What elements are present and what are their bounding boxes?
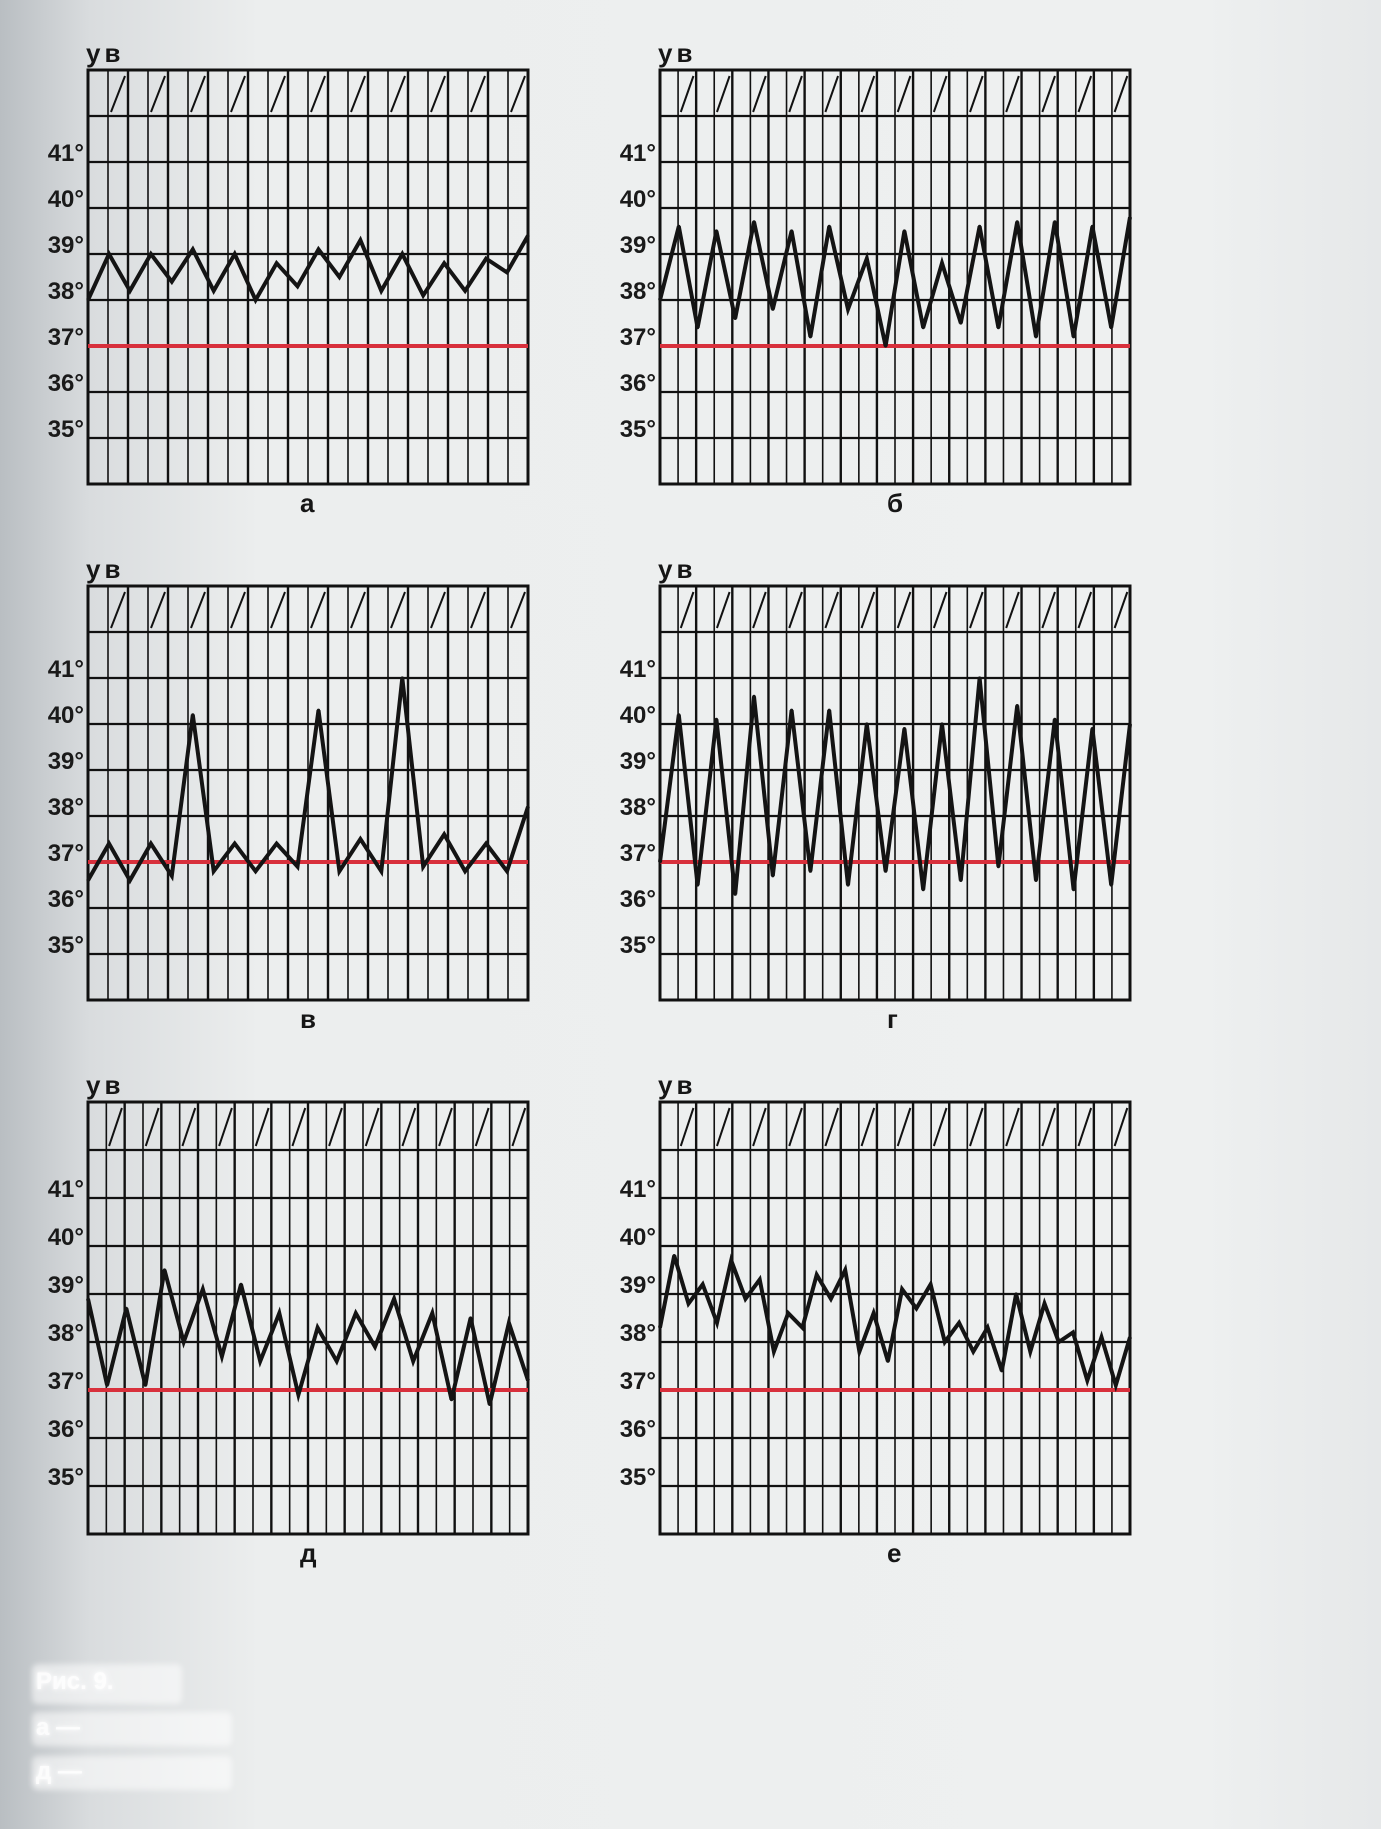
temperature-point (526, 234, 529, 237)
morning-evening-header: ув (658, 38, 697, 68)
day-slash (1078, 592, 1091, 628)
temperature-point (1034, 879, 1037, 882)
y-tick-label: 39° (619, 1272, 656, 1299)
temperature-point (296, 865, 299, 868)
day-slash (1006, 76, 1019, 112)
day-slash (1042, 1108, 1055, 1146)
day-slash (862, 1108, 875, 1146)
temperature-point (809, 335, 812, 338)
temperature-point (254, 298, 257, 301)
chart-svg-b (590, 44, 1140, 544)
temperature-point (940, 262, 943, 265)
y-tick-label: 37° (47, 1368, 84, 1395)
temperature-point (128, 879, 131, 882)
y-tick-label: 37° (47, 840, 84, 867)
morning-evening-header: ув (658, 554, 697, 584)
temperature-point (1043, 1302, 1046, 1305)
temperature-point (275, 262, 278, 265)
temperature-point (922, 888, 925, 891)
temperature-point (422, 865, 425, 868)
day-slash (825, 1108, 838, 1146)
temperature-point (884, 344, 887, 347)
temperature-point (815, 1273, 818, 1276)
temperature-point (505, 870, 508, 873)
temperature-point (212, 870, 215, 873)
temperature-point (846, 883, 849, 886)
temperature-point (431, 1312, 434, 1315)
temperature-point (507, 1321, 510, 1324)
temperature-point (1128, 216, 1131, 219)
day-slash (271, 592, 285, 628)
day-slash (191, 76, 205, 112)
figure-caption (28, 1660, 508, 1800)
temperature-point (1110, 326, 1113, 329)
day-slash (789, 592, 802, 628)
day-slash (511, 76, 525, 112)
day-slash (934, 76, 947, 112)
temperature-point (359, 837, 362, 840)
temperature-point (744, 1297, 747, 1300)
temperature-point (1029, 1350, 1032, 1353)
temperature-point (170, 280, 173, 283)
panel-label-a: а (300, 488, 315, 518)
day-slash (391, 592, 405, 628)
temperature-point (943, 1340, 946, 1343)
temperature-point (658, 298, 661, 301)
day-slash (681, 592, 694, 628)
temperature-point (978, 225, 981, 228)
y-tick-label: 40° (619, 186, 656, 213)
temperature-point (1091, 727, 1094, 730)
y-tick-label: 35° (47, 932, 84, 959)
temperature-point (412, 1360, 415, 1363)
chart-svg-g (590, 560, 1140, 1060)
temperature-point (354, 1312, 357, 1315)
temperature-point (940, 722, 943, 725)
temperature-point (959, 879, 962, 882)
morning-evening-header: ув (86, 554, 125, 584)
temperature-point (959, 321, 962, 324)
temperature-point (239, 1283, 242, 1286)
chart-svg-v (74, 560, 538, 1060)
temperature-point (844, 1268, 847, 1271)
day-slash (1078, 76, 1091, 112)
panel-b (590, 38, 1130, 564)
temperature-point (903, 727, 906, 730)
temperature-point (401, 252, 404, 255)
temperature-point (443, 833, 446, 836)
y-tick-label: 35° (619, 932, 656, 959)
temperature-point (730, 1259, 733, 1262)
day-slash (256, 1108, 269, 1146)
temperature-point (752, 220, 755, 223)
temperature-point (191, 248, 194, 251)
temperature-point (734, 893, 737, 896)
temperature-point (107, 842, 110, 845)
day-slash (898, 592, 911, 628)
day-slash (862, 76, 875, 112)
morning-evening-header: ув (86, 1070, 125, 1100)
day-slash (391, 76, 405, 112)
y-tick-label: 35° (47, 1464, 84, 1491)
day-slash (825, 592, 838, 628)
day-slash (151, 76, 165, 112)
panel-label-b: б (887, 488, 904, 518)
y-tick-label: 38° (619, 794, 656, 821)
temperature-point (233, 252, 236, 255)
y-tick-label: 35° (619, 416, 656, 443)
temperature-point (1057, 1340, 1060, 1343)
day-slash (311, 76, 325, 112)
temperature-point (1110, 883, 1113, 886)
temperature-point (86, 298, 89, 301)
temperature-point (149, 842, 152, 845)
temperature-point (128, 289, 131, 292)
panel-label-v: в (300, 1004, 316, 1034)
day-slash (431, 592, 445, 628)
chart-svg-e (590, 1076, 1140, 1594)
temperature-point (422, 294, 425, 297)
temperature-point (450, 1398, 453, 1401)
day-slash (439, 1108, 452, 1146)
y-tick-label: 41° (47, 1176, 84, 1203)
temperature-point (1086, 1379, 1089, 1382)
temperature-point (771, 874, 774, 877)
day-slash (1006, 592, 1019, 628)
temperature-point (673, 1254, 676, 1257)
morning-evening-header: ув (658, 1070, 697, 1100)
temperature-point (316, 1326, 319, 1329)
temperature-point (997, 865, 1000, 868)
temperature-point (958, 1321, 961, 1324)
temperature-point (790, 709, 793, 712)
day-slash (366, 1108, 379, 1146)
day-slash (1006, 1108, 1019, 1146)
temperature-point (696, 326, 699, 329)
temperature-point (715, 229, 718, 232)
y-tick-label: 41° (619, 656, 656, 683)
temperature-point (997, 326, 1000, 329)
panel-d (47, 1070, 534, 1616)
day-slash (351, 592, 365, 628)
y-tick-label: 40° (619, 702, 656, 729)
day-slash (111, 76, 125, 112)
temperature-point (858, 1350, 861, 1353)
day-slash (1115, 76, 1128, 112)
temperature-point (191, 713, 194, 716)
morning-evening-header: ув (86, 38, 125, 68)
temperature-point (715, 718, 718, 721)
y-tick-label: 40° (619, 1224, 656, 1251)
y-tick-label: 35° (47, 416, 84, 443)
y-tick-label: 36° (47, 370, 84, 397)
temperature-point (658, 1326, 661, 1329)
temperature-point (884, 870, 887, 873)
y-tick-label: 36° (619, 1416, 656, 1443)
temperature-point (790, 229, 793, 232)
temperature-point (201, 1288, 204, 1291)
day-slash (471, 76, 485, 112)
day-slash (219, 1108, 232, 1146)
temperature-point (758, 1278, 761, 1281)
temperature-point (275, 842, 278, 845)
y-tick-label: 39° (47, 232, 84, 259)
day-slash (231, 76, 245, 112)
temperature-point (526, 805, 529, 808)
panel-label-e: е (887, 1538, 902, 1568)
temperature-point (1072, 335, 1075, 338)
caption-line-d: д — (36, 1758, 82, 1785)
y-tick-label: 39° (619, 232, 656, 259)
temperature-point (401, 676, 404, 679)
y-tick-label: 36° (47, 1416, 84, 1443)
panel-g (590, 554, 1130, 1080)
temperature-point (1071, 1331, 1074, 1334)
temperature-point (752, 695, 755, 698)
day-slash (753, 1108, 766, 1146)
temperature-point (1072, 888, 1075, 891)
temperature-point (335, 1360, 338, 1363)
y-tick-label: 38° (619, 1320, 656, 1347)
temperature-point (1000, 1369, 1003, 1372)
y-tick-label: 38° (47, 794, 84, 821)
day-slash (191, 592, 205, 628)
temperature-point (1016, 704, 1019, 707)
temperature-point (86, 879, 89, 882)
day-slash (789, 1108, 802, 1146)
temperature-point (464, 289, 467, 292)
temperature-point (1128, 722, 1131, 725)
day-slash (231, 592, 245, 628)
temperature-point (915, 1307, 918, 1310)
y-tick-label: 37° (619, 324, 656, 351)
temperature-point (715, 1321, 718, 1324)
temperature-point (259, 1360, 262, 1363)
temperature-point (658, 860, 661, 863)
temperature-point (106, 1384, 109, 1387)
temperature-point (1034, 335, 1037, 338)
day-slash (109, 1108, 122, 1146)
temperature-point (233, 842, 236, 845)
day-slash (292, 1108, 305, 1146)
temperature-point (125, 1307, 128, 1310)
y-tick-label: 36° (619, 370, 656, 397)
temperature-point (144, 1384, 147, 1387)
day-slash (471, 592, 485, 628)
day-slash (329, 1108, 342, 1146)
temperature-point (488, 1403, 491, 1406)
temperature-point (317, 709, 320, 712)
day-slash (898, 1108, 911, 1146)
temperature-point (338, 870, 341, 873)
temperature-point (149, 252, 152, 255)
temperature-point (1016, 220, 1019, 223)
day-slash (1042, 76, 1055, 112)
day-slash (1115, 592, 1128, 628)
day-slash (862, 592, 875, 628)
temperature-point (220, 1355, 223, 1358)
temperature-point (872, 1312, 875, 1315)
day-slash (431, 76, 445, 112)
day-slash (717, 1108, 730, 1146)
temperature-point (772, 1350, 775, 1353)
caption-title: Рис. 9. (36, 1668, 114, 1695)
temperature-point (469, 1316, 472, 1319)
temperature-point (254, 870, 257, 873)
day-slash (1115, 1108, 1128, 1146)
temperature-point (212, 289, 215, 292)
temperature-point (1015, 1292, 1018, 1295)
y-tick-label: 41° (619, 1176, 656, 1203)
y-tick-label: 36° (619, 886, 656, 913)
day-slash (934, 592, 947, 628)
panel-label-g: г (887, 1004, 898, 1034)
temperature-point (485, 257, 488, 260)
temperature-point (443, 262, 446, 265)
day-slash (681, 1108, 694, 1146)
y-tick-label: 39° (619, 748, 656, 775)
temperature-point (978, 676, 981, 679)
day-slash (1042, 592, 1055, 628)
temperature-point (485, 842, 488, 845)
temperature-point (380, 289, 383, 292)
panel-label-d: д (300, 1538, 317, 1568)
temperature-point (278, 1312, 281, 1315)
y-tick-label: 39° (47, 748, 84, 775)
temperature-point (687, 1302, 690, 1305)
temperature-point (297, 1393, 300, 1396)
temperature-point (828, 709, 831, 712)
temperature-point (86, 1297, 89, 1300)
y-tick-label: 41° (619, 140, 656, 167)
day-slash (402, 1108, 415, 1146)
panel-e (590, 1070, 1130, 1616)
y-tick-label: 35° (619, 1464, 656, 1491)
temperature-point (972, 1350, 975, 1353)
y-tick-label: 39° (47, 1272, 84, 1299)
temperature-point (886, 1360, 889, 1363)
y-tick-label: 38° (619, 278, 656, 305)
temperature-point (828, 225, 831, 228)
temperature-point (986, 1326, 989, 1329)
temperature-point (1053, 718, 1056, 721)
temperature-point (829, 1297, 832, 1300)
day-slash (934, 1108, 947, 1146)
day-slash (1078, 1108, 1091, 1146)
day-slash (182, 1108, 195, 1146)
temperature-point (929, 1283, 932, 1286)
temperature-point (393, 1297, 396, 1300)
day-slash (511, 592, 525, 628)
temperature-point (526, 1379, 529, 1382)
temperature-point (771, 308, 774, 311)
day-slash (753, 592, 766, 628)
temperature-point (903, 229, 906, 232)
y-tick-label: 40° (47, 186, 84, 213)
panel-v (47, 554, 534, 1080)
day-slash (970, 76, 983, 112)
caption-line-a: а — (36, 1714, 81, 1741)
day-slash (311, 592, 325, 628)
day-slash (789, 76, 802, 112)
temperature-point (182, 1340, 185, 1343)
day-slash (351, 76, 365, 112)
y-tick-label: 41° (47, 140, 84, 167)
temperature-point (163, 1268, 166, 1271)
temperature-point (1128, 1336, 1131, 1339)
day-slash (271, 76, 285, 112)
day-slash (681, 76, 694, 112)
temperature-point (338, 275, 341, 278)
y-tick-label: 37° (47, 324, 84, 351)
y-tick-label: 38° (47, 278, 84, 305)
day-slash (146, 1108, 159, 1146)
day-slash (717, 76, 730, 112)
y-tick-label: 38° (47, 1320, 84, 1347)
temperature-point (787, 1312, 790, 1315)
day-slash (753, 76, 766, 112)
day-slash (970, 1108, 983, 1146)
temperature-point (1053, 220, 1056, 223)
temperature-point (107, 252, 110, 255)
temperature-point (865, 257, 868, 260)
day-slash (151, 592, 165, 628)
temperature-point (170, 874, 173, 877)
day-slash (970, 592, 983, 628)
day-slash (898, 76, 911, 112)
y-tick-label: 40° (47, 1224, 84, 1251)
temperature-point (1091, 225, 1094, 228)
temperature-point (359, 239, 362, 242)
day-slash (476, 1108, 489, 1146)
day-slash (111, 592, 125, 628)
temperature-point (677, 713, 680, 716)
y-tick-label: 36° (47, 886, 84, 913)
y-tick-label: 37° (619, 1368, 656, 1395)
temperature-point (922, 326, 925, 329)
temperature-point (865, 722, 868, 725)
chart-svg-a (74, 44, 538, 544)
temperature-point (846, 308, 849, 311)
day-slash (825, 76, 838, 112)
temperature-point (296, 285, 299, 288)
panel-a (47, 38, 534, 564)
temperature-point (380, 870, 383, 873)
temperature-point (505, 271, 508, 274)
temperature-point (317, 248, 320, 251)
y-tick-label: 40° (47, 702, 84, 729)
temperature-point (1114, 1384, 1117, 1387)
temperature-point (1100, 1336, 1103, 1339)
temperature-point (801, 1326, 804, 1329)
temperature-point (701, 1283, 704, 1286)
y-tick-label: 37° (619, 840, 656, 867)
temperature-point (901, 1288, 904, 1291)
temperature-point (373, 1345, 376, 1348)
temperature-point (734, 317, 737, 320)
temperature-point (677, 225, 680, 228)
day-slash (717, 592, 730, 628)
temperature-point (809, 870, 812, 873)
y-tick-label: 41° (47, 656, 84, 683)
temperature-point (696, 883, 699, 886)
chart-svg-d (74, 1076, 538, 1594)
day-slash (512, 1108, 525, 1146)
temperature-point (464, 870, 467, 873)
